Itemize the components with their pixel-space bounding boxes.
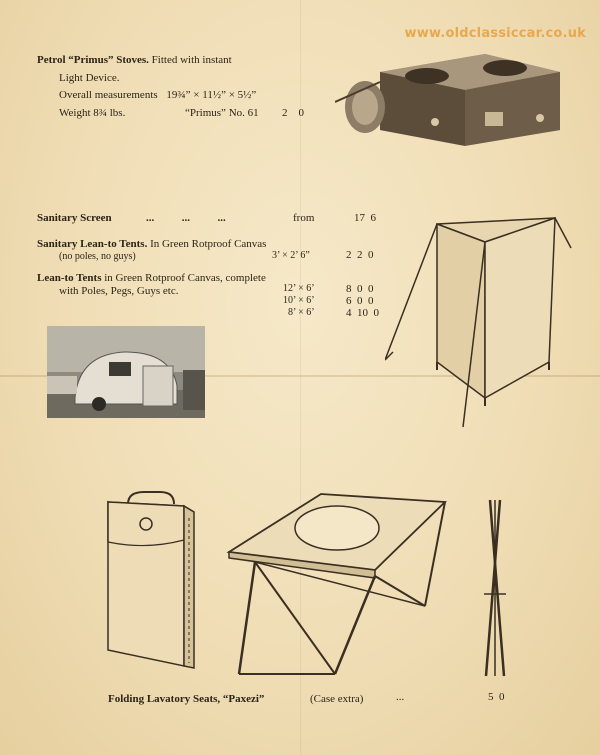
stove-title bbox=[37, 54, 232, 66]
stove-measurements-value: 19¾” × 11½” × 5½” bbox=[166, 89, 257, 101]
leanto-title-bold: Sanitary Lean-to Tents. bbox=[37, 238, 148, 250]
stove-measurements bbox=[59, 89, 256, 101]
primus-stove-illustration bbox=[335, 42, 575, 152]
tents-title-rest: in Green Rotproof Canvas, complete bbox=[104, 272, 266, 284]
stove-measurements-label: Overall measurements bbox=[59, 89, 158, 101]
folded-seat-legs-illustration bbox=[478, 494, 518, 684]
leanto-note: (no poles, no guys) bbox=[59, 251, 136, 262]
tent-size: 10’ × 6’ bbox=[283, 295, 315, 306]
sanitary-screen-illustration bbox=[385, 212, 575, 432]
tents-line2: with Poles, Pegs, Guys etc. bbox=[59, 285, 179, 297]
screen-price: 17 6 bbox=[354, 212, 376, 224]
caravan-photo bbox=[47, 326, 205, 418]
screen-from: from bbox=[293, 212, 315, 224]
folding-seat-illustration bbox=[225, 488, 455, 678]
stove-line2: Light Device. bbox=[59, 72, 120, 84]
tents-title bbox=[37, 272, 266, 284]
stove-weight: Weight 8¾ lbs. bbox=[59, 107, 126, 119]
leanto-price: 2 2 0 bbox=[346, 249, 374, 261]
screen-dots: ... ... ... bbox=[146, 212, 226, 224]
leanto-title bbox=[37, 238, 266, 250]
tent-price: 6 0 0 bbox=[346, 295, 374, 307]
stove-price: 2 0 bbox=[282, 107, 304, 119]
leanto-title-rest: In Green Rotproof Canvas bbox=[150, 238, 267, 250]
leanto-size: 3’ × 2’ 6” bbox=[272, 250, 310, 261]
screen-label: Sanitary Screen bbox=[37, 212, 112, 224]
seats-note: (Case extra) bbox=[310, 693, 364, 705]
seats-price: 5 0 bbox=[488, 691, 505, 703]
tent-price: 8 0 0 bbox=[346, 283, 374, 295]
stove-model: “Primus” No. 61 bbox=[185, 107, 259, 119]
stove-title-bold: Petrol “Primus” Stoves. bbox=[37, 54, 149, 66]
tents-title-bold: Lean-to Tents bbox=[37, 272, 102, 284]
carry-case-illustration bbox=[100, 488, 210, 678]
stove-title-rest: Fitted with instant bbox=[151, 54, 232, 66]
tent-size: 12’ × 6’ bbox=[283, 283, 315, 294]
seats-dots: ... bbox=[396, 691, 405, 703]
tent-price: 4 10 0 bbox=[346, 307, 379, 319]
site-watermark: www.oldclassiccar.co.uk bbox=[404, 26, 586, 41]
tent-size: 8’ × 6’ bbox=[288, 307, 315, 318]
seats-label: Folding Lavatory Seats, “Paxezi” bbox=[108, 693, 265, 705]
